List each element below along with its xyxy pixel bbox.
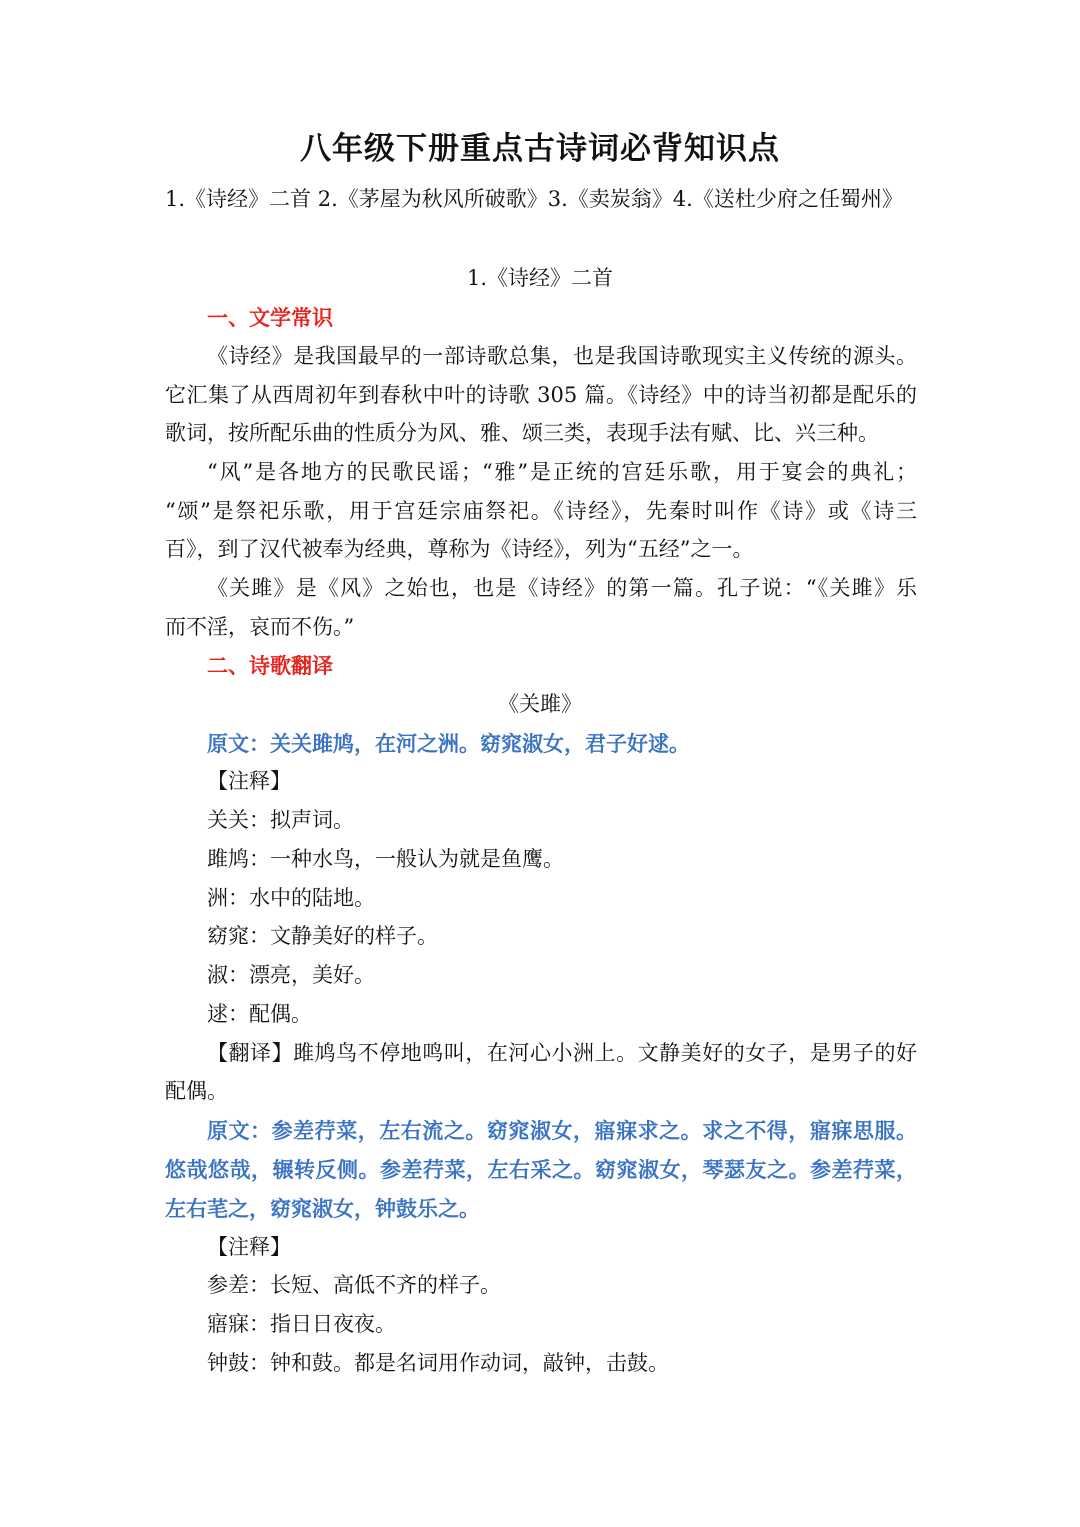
translation-line: 配偶。 xyxy=(165,1079,228,1103)
translation-line: 【翻译】雎鸠鸟不停地鸣叫，在河心小洲上。文静美好的女子，是男子的好 xyxy=(207,1041,917,1065)
paragraph-line: “风”是各地方的民歌民谣；“雅”是正统的宫廷乐歌，用于宴会的典礼； xyxy=(207,460,917,484)
original-text-line: 左右芼之，窈窕淑女，钟鼓乐之。 xyxy=(165,1196,480,1221)
paragraph-line: 《诗经》是我国最早的一部诗歌总集，也是我国诗歌现实主义传统的源头。 xyxy=(207,344,917,368)
document-title: 八年级下册重点古诗词必背知识点 xyxy=(300,131,780,167)
note-item: 逑：配偶。 xyxy=(207,1002,312,1026)
paragraph-line: 《关雎》是《风》之始也，也是《诗经》的第一篇。孔子说：“《关雎》乐 xyxy=(207,576,917,600)
paragraph-line: 百》，到了汉代被奉为经典，尊称为《诗经》，列为“五经”之一。 xyxy=(165,537,754,561)
original-text-line: 悠哉悠哉，辗转反侧。参差荇菜，左右采之。窈窕淑女，琴瑟友之。参差荇菜， xyxy=(165,1157,917,1182)
paragraph-line: 歌词，按所配乐曲的性质分为风、雅、颂三类，表现手法有赋、比、兴三种。 xyxy=(165,421,879,445)
note-item: 淑：漂亮，美好。 xyxy=(207,963,375,987)
heading-poem-translation: 二、诗歌翻译 xyxy=(207,653,333,678)
section-title: 1.《诗经》二首 xyxy=(466,266,614,290)
notes-label: 【注释】 xyxy=(207,769,291,793)
note-item: 关关：拟声词。 xyxy=(207,808,354,832)
paragraph-line: 它汇集了从西周初年到春秋中叶的诗歌 305 篇。《诗经》中的诗当初都是配乐的 xyxy=(165,383,917,407)
note-item: 钟鼓：钟和鼓。都是名词用作动词，敲钟，击鼓。 xyxy=(207,1351,669,1375)
poem-title: 《关雎》 xyxy=(498,692,582,716)
heading-literary-knowledge: 一、文学常识 xyxy=(207,305,333,330)
note-item: 参差：长短、高低不齐的样子。 xyxy=(207,1273,501,1297)
note-item: 窈窕：文静美好的样子。 xyxy=(207,924,438,948)
paragraph-line: 而不淫，哀而不伤。” xyxy=(165,615,355,639)
original-text-line: 原文：参差荇菜，左右流之。窈窕淑女，寤寐求之。求之不得，寤寐思服。 xyxy=(207,1118,917,1143)
note-item: 雎鸠：一种水鸟，一般认为就是鱼鹰。 xyxy=(207,847,564,871)
notes-label: 【注释】 xyxy=(207,1235,291,1259)
original-text: 原文：关关雎鸠，在河之洲。窈窕淑女，君子好逑。 xyxy=(207,731,690,756)
note-item: 寤寐：指日日夜夜。 xyxy=(207,1312,396,1336)
paragraph-line: “颂”是祭祀乐歌，用于宫廷宗庙祭祀。《诗经》，先秦时叫作《诗》或《诗三 xyxy=(165,499,917,523)
table-of-contents: 1.《诗经》二首 2.《茅屋为秋风所破歌》3.《卖炭翁》4.《送杜少府之任蜀州》 xyxy=(165,187,903,211)
note-item: 洲：水中的陆地。 xyxy=(207,886,375,910)
